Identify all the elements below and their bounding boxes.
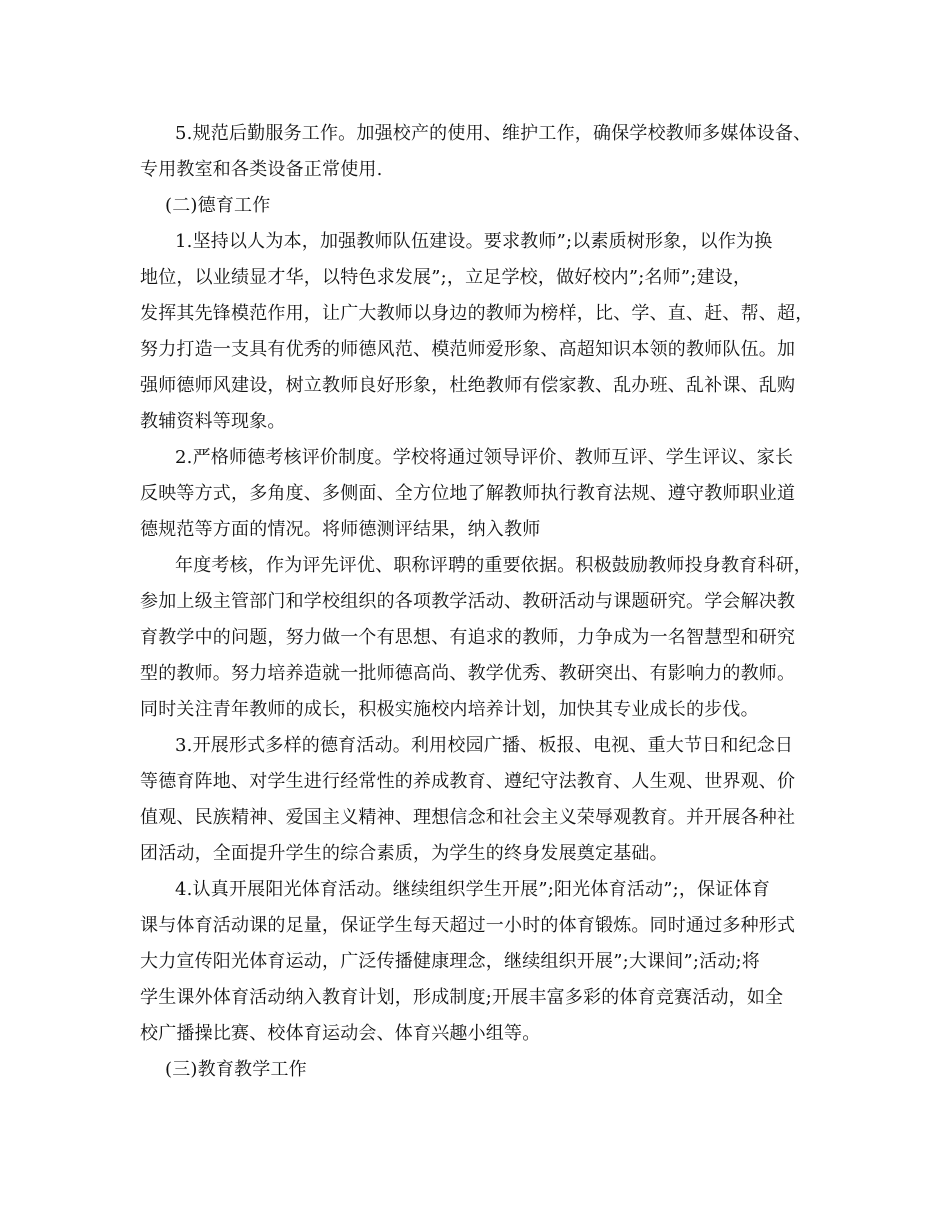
text-line: 强师德师风建设，树立教师良好形象，杜绝教师有偿家教、乱办班、乱补课、乱购: [140, 375, 796, 396]
text-line: 育教学中的问题，努力做一个有思想、有追求的教师，力争成为一名智慧型和研究: [140, 627, 796, 648]
text-line: 4.认真开展阳光体育活动。继续组织学生开展”;阳光体育活动”;，保证体育: [175, 879, 770, 900]
text-line: 努力打造一支具有优秀的师德风范、模范师爱形象、高超知识本领的教师队伍。加: [140, 339, 796, 360]
text-line: 值观、民族精神、爱国主义精神、理想信念和社会主义荣辱观教育。并开展各种社: [140, 807, 796, 828]
text-line: 同时关注青年教师的成长，积极实施校内培养计划，加快其专业成长的步伐。: [140, 699, 759, 720]
section-heading: (三)教育教学工作: [165, 1059, 307, 1080]
text-line: 学生课外体育活动纳入教育计划，形成制度;开展丰富多彩的体育竞赛活动，如全: [140, 987, 784, 1008]
text-line: 地位，以业绩显才华，以特色求发展”;，立足学校，做好校内”;名师”;建设，: [140, 267, 752, 288]
text-line: 发挥其先锋模范作用，让广大教师以身边的教师为榜样，比、学、直、赶、帮、超，: [140, 303, 814, 324]
text-line: 等德育阵地、对学生进行经常性的养成教育、遵纪守法教育、人生观、世界观、价: [140, 771, 796, 792]
text-line: 5.规范后勤服务工作。加强校产的使用、维护工作，确保学校教师多媒体设备、: [175, 123, 812, 144]
text-line: 校广播操比赛、校体育运动会、体育兴趣小组等。: [140, 1023, 541, 1044]
text-line: 课与体育活动课的足量，保证学生每天超过一小时的体育锻炼。同时通过多种形式: [140, 915, 796, 936]
text-line: 1.坚持以人为本，加强教师队伍建设。要求教师”;以素质树形象，以作为换: [175, 231, 773, 252]
text-line: 教辅资料等现象。: [140, 411, 286, 432]
text-line: 反映等方式，多角度、多侧面、全方位地了解教师执行教育法规、遵守教师职业道: [140, 483, 796, 504]
section-heading: (二)德育工作: [165, 195, 271, 216]
text-line: 2.严格师德考核评价制度。学校将通过领导评价、教师互评、学生评议、家长: [175, 447, 794, 468]
text-line: 团活动，全面提升学生的综合素质，为学生的终身发展奠定基础。: [140, 843, 668, 864]
text-line: 参加上级主管部门和学校组织的各项教学活动、教研活动与课题研究。学会解决教: [140, 591, 796, 612]
text-line: 年度考核，作为评先评优、职称评聘的重要依据。积极鼓励教师投身教育科研，: [175, 555, 812, 576]
text-line: 3.开展形式多样的德育活动。利用校园广播、板报、电视、重大节日和纪念日: [175, 735, 794, 756]
text-line: 专用教室和各类设备正常使用.: [140, 159, 383, 180]
text-line: 德规范等方面的情况。将师德测评结果，纳入教师: [140, 519, 541, 540]
text-line: 大力宣传阳光体育运动，广泛传播健康理念，继续组织开展”;大课间”;活动;将: [140, 951, 760, 972]
text-line: 型的教师。努力培养造就一批师德高尚、教学优秀、教研突出、有影响力的教师。: [140, 663, 796, 684]
